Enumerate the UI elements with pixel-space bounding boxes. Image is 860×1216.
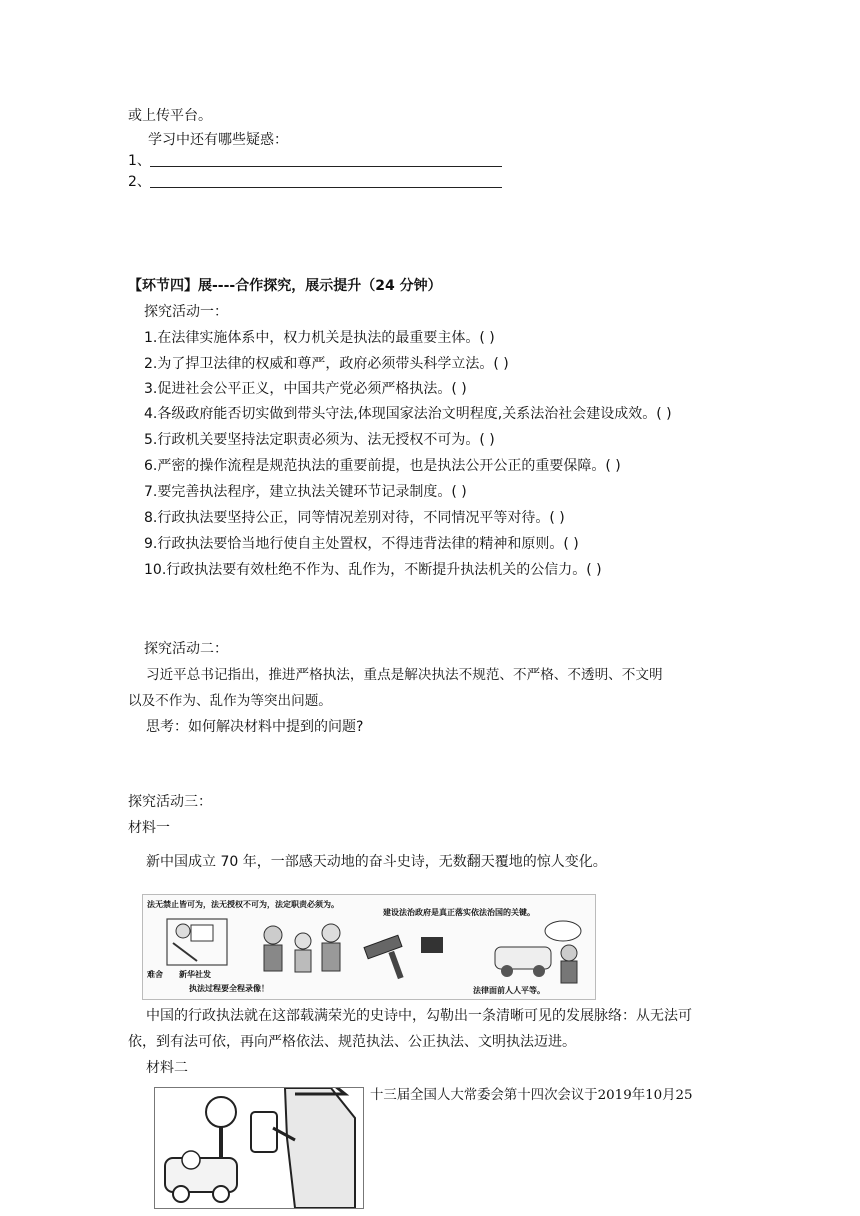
judgment-item: 9.行政执法要恰当地行使自主处置权，不得违背法律的精神和原则。( ) <box>144 536 579 552</box>
judgment-item: 8.行政执法要坚持公正，同等情况差别对待，不同情况平等对待。( ) <box>144 510 565 526</box>
material1-after-line2: 依，到有法可依，再向严格依法、规范执法、公正执法、文明执法迈进。 <box>128 1034 576 1050</box>
judgment-item: 4.各级政府能否切实做到带头守法,体现国家法治文明程度,关系法治社会建设成效。( ) <box>144 406 672 422</box>
material2-label: 材料二 <box>146 1060 188 1076</box>
judgment-item: 10.行政执法要有效杜绝不作为、乱作为，不断提升执法机关的公信力。( ) <box>144 562 602 578</box>
activity1-title: 探究活动一： <box>144 304 228 320</box>
doubts-prompt: 学习中还有哪些疑惑： <box>148 132 288 148</box>
judgment-item: 3.促进社会公平正义，中国共产党必须严格执法。( ) <box>144 381 467 397</box>
comic-caption: 法无禁止皆可为，法无授权不可为，法定职责必须为。 <box>147 900 339 909</box>
doubt-answer-line-1[interactable] <box>150 166 502 167</box>
judgment-item: 1.在法律实施体系中，权力机关是执法的最重要主体。( ) <box>144 330 495 346</box>
comic-caption: 执法过程要全程录像！ <box>189 984 269 993</box>
comic-caption: 新华社发 <box>179 970 211 979</box>
continued-text: 或上传平台。 <box>128 108 212 124</box>
doubt-number-2: 2、 <box>128 174 151 190</box>
section4-heading: 【环节四】展----合作探究，展示提升（24 分钟） <box>128 278 442 294</box>
comic-caption: 法律面前人人平等。 <box>473 986 545 995</box>
doubt-answer-line-2[interactable] <box>150 187 502 188</box>
law-enforcement-comic-strip <box>142 894 596 1000</box>
comic-drawing <box>143 895 595 999</box>
material1-text: 新中国成立 70 年，一部感天动地的奋斗史诗，无数翻天覆地的惊人变化。 <box>146 854 607 870</box>
material2-text: 十三届全国人大常委会第十四次会议于2019年10月25 <box>370 1088 693 1103</box>
judgment-item: 2.为了捍卫法律的权威和尊严，政府必须带头科学立法。( ) <box>144 356 509 372</box>
judgment-item: 7.要完善执法程序，建立执法关键环节记录制度。( ) <box>144 484 467 500</box>
activity2-paragraph-line2: 以及不作为、乱作为等突出问题。 <box>128 693 332 709</box>
judgment-item: 6.严密的操作流程是规范执法的重要前提，也是执法公开公正的重要保障。( ) <box>144 458 621 474</box>
material1-after-line1: 中国的行政执法就在这部载满荣光的史诗中，勾勒出一条清晰可见的发展脉络：从无法可 <box>146 1008 692 1024</box>
comic-caption: 建设法治政府是真正落实依法治国的关键。 <box>383 908 535 917</box>
activity2-question: 思考：如何解决材料中提到的问题? <box>146 719 364 735</box>
activity3-title: 探究活动三： <box>128 794 212 810</box>
traffic-officer-drawing <box>155 1088 363 1208</box>
activity2-paragraph-line1: 习近平总书记指出，推进严格执法，重点是解决执法不规范、不严格、不透明、不文明 <box>146 667 663 683</box>
doubt-number-1: 1、 <box>128 153 151 169</box>
judgment-item: 5.行政机关要坚持法定职责必须为、法无授权不可为。( ) <box>144 432 495 448</box>
comic-caption: 难舍 <box>147 970 163 979</box>
activity2-title: 探究活动二： <box>144 641 228 657</box>
traffic-officer-illustration <box>154 1087 364 1209</box>
material1-label: 材料一 <box>128 820 170 836</box>
